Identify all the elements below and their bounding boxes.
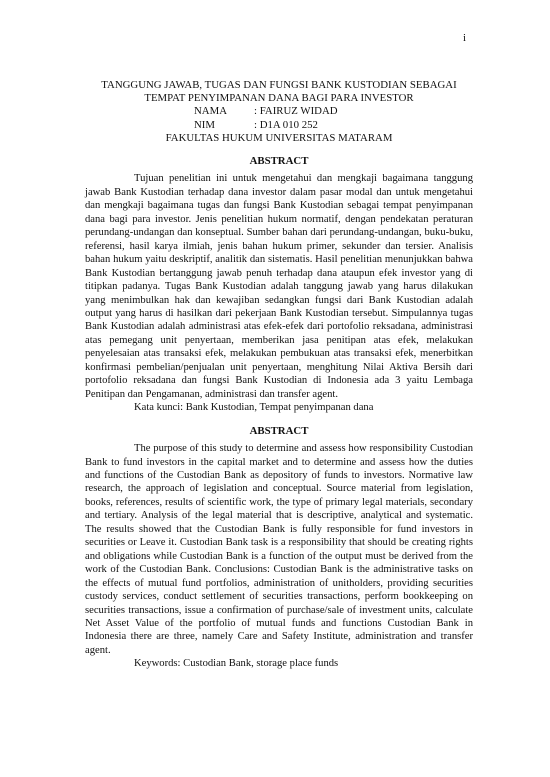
- abstract-heading-english: ABSTRACT: [249, 424, 309, 437]
- keywords-english: Keywords: Custodian Bank, storage place funds: [134, 658, 339, 670]
- faculty-line: FAKULTAS HUKUM UNIVERSITAS MATARAM: [165, 131, 393, 144]
- title-line-2: TEMPAT PENYIMPANAN DANA BAGI PARA INVESTOR: [144, 92, 414, 105]
- paper-title: [85, 79, 473, 105]
- nim-label: NIM: [194, 118, 215, 131]
- name-value: : FAIRUZ WIDAD: [254, 105, 338, 118]
- abstract-body-english: The purpose of this study to determine and assess how responsibility Custodian Bank to fund investors in the capital market and to determine and assess how the duties and functions of the Custodian Bank as depository of funds to investors. Normative law research, the approach of legislation and conceptual. Source material from legislation, books, references, results of scientific work, the type of primary legal materials, secondary and tertiary. Analysis of the legal material that is descriptive, analytical and systematic. The results showed that the Custodian Bank is fully responsible for fund investors in securities or Leave it. Custodian Bank task is a responsibility that should be creating rights and obligations while Custodian Bank is a function of the output must be derived from the work of the Custodian Bank. Conclusions: Custodian Bank is the administrative tasks on the effects of mutual fund portfolios, administration of unitholders, providing securities custody services, conduct settlement of securities transactions, perform bookkeeping on securities transactions, issue a confirmation of purchase/sale of investment units, calculate Net Asset Value of the portfolio of mutual funds and functions Custodian Bank in Indonesia there are three, namely Care and Safety Institute, administration and transfer agent.: [85, 443, 473, 656]
- document-content: [85, 79, 473, 671]
- title-line-1: TANGGUNG JAWAB, TUGAS DAN FUNGSI BANK KUSTODIAN SEBAGAI: [101, 79, 457, 91]
- nim-value: : D1A 010 252: [254, 118, 318, 131]
- author-name-row: [85, 105, 473, 118]
- page-number: i: [462, 32, 466, 44]
- author-nim-row: [85, 119, 473, 132]
- abstract-body-indonesian: Tujuan penelitian ini untuk mengetahui dan mengkaji bagaimana tanggung jawab Bank Kustodian terhadap dana investor dalam pasar modal dan untuk mengetahui dan mengkaji bagaimana tugas dan fungsi Bank Kustodian sebagai tempat penyimpanan dana bagi para investor. Jenis penelitian hukum normatif, dengan pendekatan peraturan perundang-undangan dan konseptual. Sumber bahan dari perundang-undangan, buku-buku, referensi, hasil karya ilmiah, jenis bahan hukum primer, sekunder dan tersier. Analisis bahan hukum yaitu deskriptif, analitik dan sistematis. Hasil penelitian menunjukkan bahwa Bank Kustodian bertanggung jawab penuh terhadap dana ataupun efek investor yang di titipkan padanya. Tugas Bank Kustodian adalah tanggung jawab yang harus dilakukan yang menimbulkan hak dan kewajiban sedangkan fungsi dari Bank Kustodian adalah output yang harus di hasilkan dari pekerjaan Bank Kustodian tersebut. Simpulannya tugas Bank Kustodian adalah administrasi atas efek-efek dari portofolio reksadana, administrasi atas pemegang unit penyertaan, memberikan jasa penitipan atas efek, melakukan penyelesaian atas transaksi efek, melakukan pembukuan atas transaksi efek, menerbitkan konfirmasi pembelian/penjualan unit penyertaan, menghitung Nilai Aktiva Bersih dari portofolio reksadana dan fungsi Bank Kustodian di Indonesia ada 3 yaitu Lembaga Penitipan dan Pengamanan, administrasi dan transfer agent.: [85, 173, 473, 400]
- keywords-indonesian: Kata kunci: Bank Kustodian, Tempat penyimpanan dana: [134, 402, 374, 414]
- name-label: NAMA: [194, 105, 227, 118]
- abstract-heading-indonesian: ABSTRACT: [249, 155, 309, 168]
